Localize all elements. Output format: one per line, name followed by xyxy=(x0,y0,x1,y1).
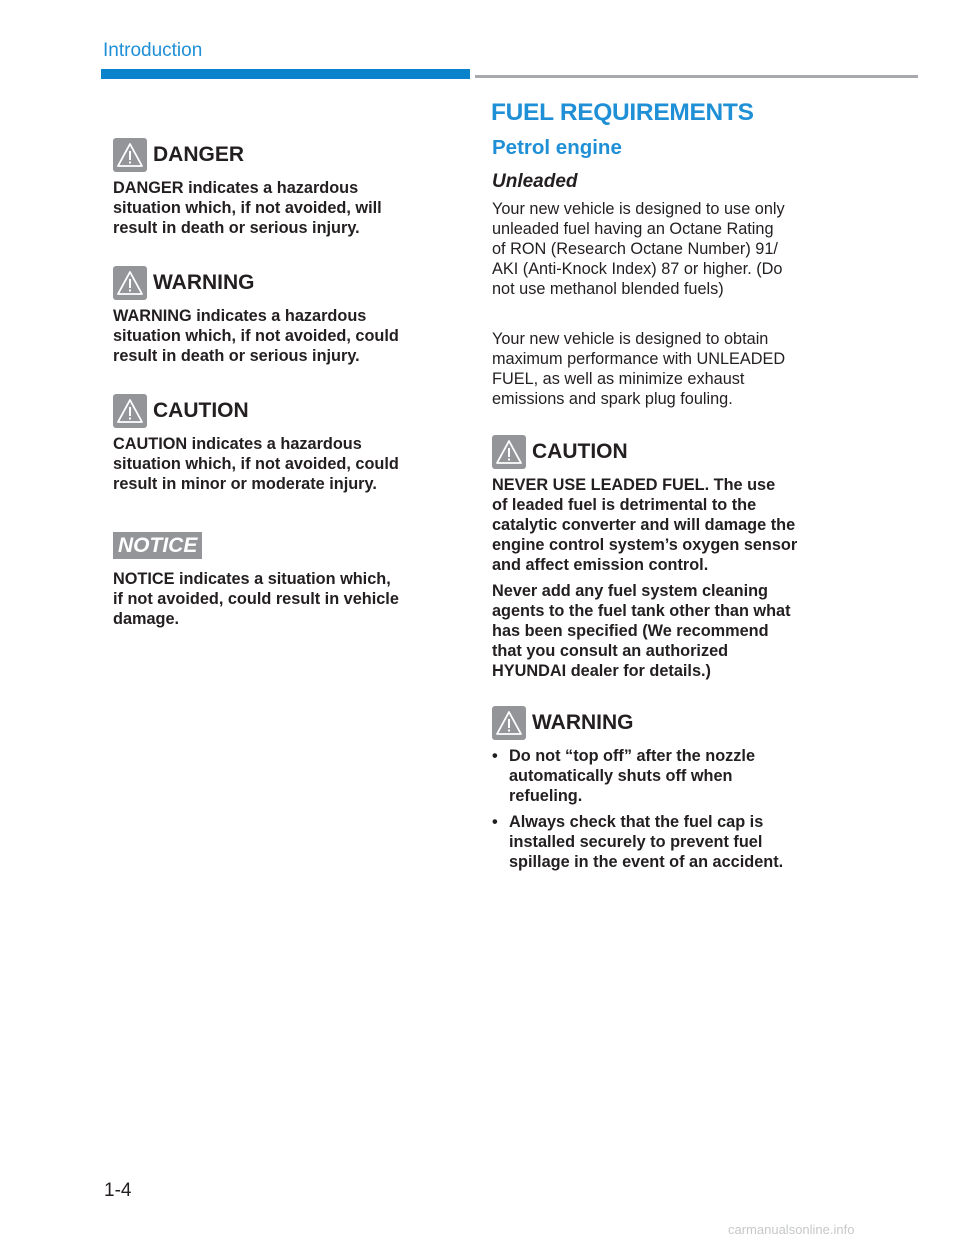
text-line: NOTICE indicates a situation which, xyxy=(113,570,391,588)
watermark: carmanualsonline.info xyxy=(728,1222,855,1237)
text-line: of RON (Research Octane Number) 91/ xyxy=(492,240,778,258)
danger-heading xyxy=(113,138,453,172)
text-line: of leaded fuel is detrimental to the xyxy=(492,496,757,514)
danger-block xyxy=(113,138,453,238)
page-number: 1-4 xyxy=(104,1180,132,1201)
caution-title: CAUTION xyxy=(153,399,249,422)
text-line: DANGER indicates a hazardous xyxy=(113,179,359,197)
text-line: emissions and spark plug fouling. xyxy=(492,390,733,408)
text-line: that you consult an authorized xyxy=(492,642,729,660)
text-line: situation which, if not avoided, could xyxy=(113,455,399,473)
fuel-caution-heading xyxy=(492,435,842,469)
text-line: damage. xyxy=(113,610,180,628)
text-line: installed securely to prevent fuel xyxy=(509,833,763,851)
danger-title: DANGER xyxy=(153,143,245,166)
subsubsection-heading: Unleaded xyxy=(492,171,578,192)
text-line: not use methanol blended fuels) xyxy=(492,280,724,298)
text-line: Your new vehicle is designed to obtain xyxy=(492,330,769,348)
text-line: CAUTION indicates a hazardous xyxy=(113,435,362,453)
section-label: Introduction xyxy=(103,40,203,61)
fuel-caution-block xyxy=(492,435,842,681)
text-line: FUEL, as well as minimize exhaust xyxy=(492,370,745,388)
text-line: situation which, if not avoided, will xyxy=(113,199,382,217)
warning-title: WARNING xyxy=(153,271,255,294)
text-line: result in death or serious injury. xyxy=(113,347,360,365)
subsection-heading: Petrol engine xyxy=(492,136,622,159)
text-line: maximum performance with UNLEADED xyxy=(492,350,786,368)
bullet-icon: • xyxy=(492,747,498,765)
notice-text xyxy=(113,569,453,629)
warning-triangle-icon xyxy=(113,138,147,172)
text-line: Never add any fuel system cleaning xyxy=(492,582,768,600)
text-line: spillage in the event of an accident. xyxy=(509,853,784,871)
text-line: engine control system’s oxygen sensor xyxy=(492,536,798,554)
text-line: Do not “top off” after the nozzle xyxy=(509,747,755,765)
text-line: result in death or serious injury. xyxy=(113,219,360,237)
notice-block xyxy=(113,533,453,629)
header-rule-gray xyxy=(475,75,918,78)
section-heading: FUEL REQUIREMENTS xyxy=(491,99,754,126)
unleaded-paragraph-2 xyxy=(492,329,842,409)
list-item xyxy=(492,746,842,806)
fuel-caution-title: CAUTION xyxy=(532,440,628,463)
fuel-warning-block xyxy=(492,706,842,878)
text-line: Always check that the fuel cap is xyxy=(509,813,764,831)
text-line: agents to the fuel tank other than what xyxy=(492,602,791,620)
text-line: situation which, if not avoided, could xyxy=(113,327,399,345)
fuel-warning-heading xyxy=(492,706,842,740)
text-line: if not avoided, could result in vehicle xyxy=(113,590,399,608)
warning-triangle-icon xyxy=(113,394,147,428)
text-line: has been specified (We recommend xyxy=(492,622,769,640)
text-line: Your new vehicle is designed to use only xyxy=(492,200,785,218)
text-line: refueling. xyxy=(509,787,583,805)
unleaded-paragraph-1 xyxy=(492,199,842,299)
list-item xyxy=(492,812,842,872)
warning-text xyxy=(113,306,453,366)
caution-block xyxy=(113,394,453,494)
fuel-caution-text-1 xyxy=(492,475,842,575)
warning-triangle-icon xyxy=(113,266,147,300)
text-line: WARNING indicates a hazardous xyxy=(113,307,367,325)
caution-text xyxy=(113,434,453,494)
text-line: unleaded fuel having an Octane Rating xyxy=(492,220,774,238)
fuel-caution-text-2 xyxy=(492,581,842,681)
fuel-warning-title: WARNING xyxy=(532,711,634,734)
text-line: AKI (Anti-Knock Index) 87 or higher. (Do xyxy=(492,260,783,278)
warning-triangle-icon xyxy=(492,435,526,469)
bullet-icon: • xyxy=(492,813,498,831)
header-rule-blue xyxy=(101,69,470,79)
text-line: automatically shuts off when xyxy=(509,767,733,785)
warning-triangle-icon xyxy=(492,706,526,740)
fuel-warning-list xyxy=(492,746,842,872)
text-line: HYUNDAI dealer for details.) xyxy=(492,662,711,680)
warning-heading xyxy=(113,266,453,300)
notice-badge: NOTICE xyxy=(113,532,202,559)
text-line: catalytic converter and will damage the xyxy=(492,516,796,534)
text-line: result in minor or moderate injury. xyxy=(113,475,377,493)
text-line: NEVER USE LEADED FUEL. The use xyxy=(492,476,776,494)
warning-block xyxy=(113,266,453,366)
text-line: and affect emission control. xyxy=(492,556,709,574)
danger-text xyxy=(113,178,453,238)
caution-heading xyxy=(113,394,453,428)
